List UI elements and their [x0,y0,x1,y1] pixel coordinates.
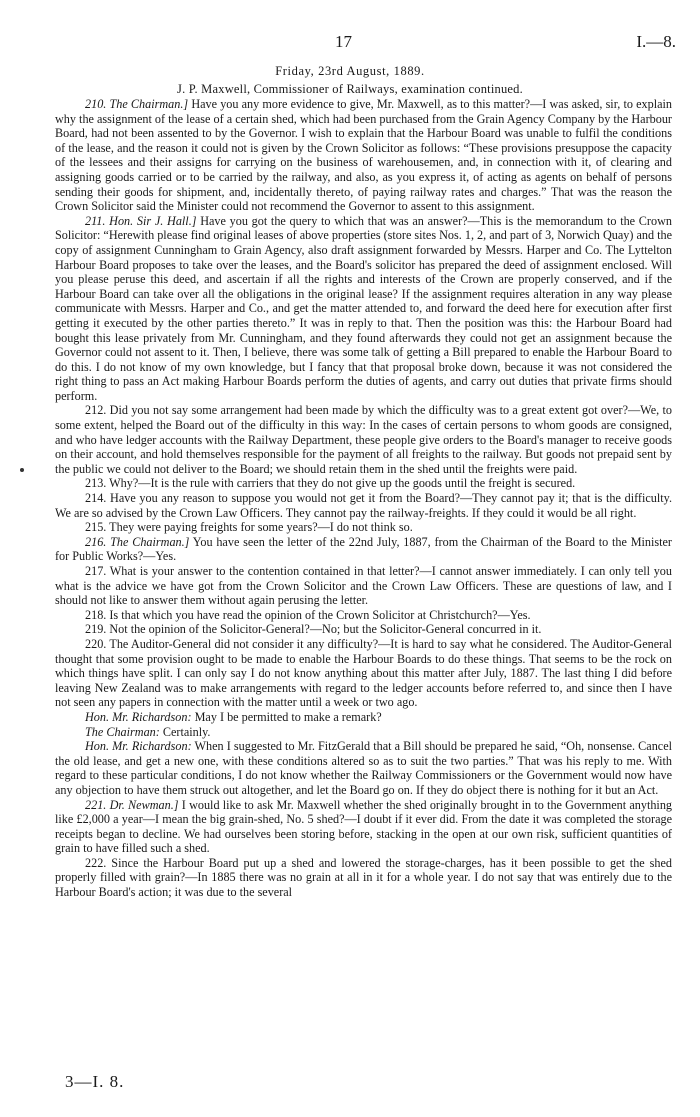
paragraph-text: Have you any more evidence to give, Mr. Maxwell, as to this matter?—I was asked, sir, to explain why the assignment of the lease of a certain shed, which had been purchased from the Grain Agency Company by the Harbour Board, had not been assented to by the Governor. I wish to explain that the Harbour Board was unable to fulfil the conditions of the lease, and the reason it could not is given by the Crown Solicitor as follows: “These provisions presuppose the capacity of the lessees and their assigns for carrying on the business of warehousemen, and, in connection with it, of clearing and assigning goods carried or to be carried by the railway, and also, as you express it, of acting as agents on behalf of persons sending their goods for shipment, and, incidentally thereto, of paying railway rates and charges.” That was the reason the Crown Solicitor said the Minister could not recommend the Governor to assent to this assignment. [55,97,672,214]
paragraph-text: Have you got the query to which that was an answer?—This is the memorandum to the Crown Solicitor: “Herewith please find original leases of above properties (store sites Nos. 1, 2, and part of 3, Norwich Quay) and the copy of assignment Cunningham to Grain Agency, also draft assignment forwarded by Messrs. Harper and Co. The Lyttelton Harbour Board proposes to take over the leases, and the Board's solicitor has prepared the deed of assignment enclosed. Will you please peruse this deed, and ascertain if all the rights and interests of the Crown are properly conserved, and if the Harbour Board can take over all the obligations in the original lease? If the assignment requires alteration in any way please communicate with Messrs. Harper and Co., and get the matter attended to, and forward the deed here for execution after first getting it executed by the other parties thereto.” It was in reply to that. Then the position was this: the Harbour Board had bought this lease privately from Mr. Cunningham, and they found afterwards they could not get an assignment because the Governor could not assent to it. Then, I believe, there was some talk of getting a Bill prepared to enable the Harbour Board to do this. I do not know of my own knowledge, but I fancy that that proposal broke down, because it was not considered the right thing to pass an Act making Harbour Boards perform the duties of agents, and carry out duties that private firms should perform. [55,213,672,403]
speaker: 216. The Chairman.] [85,534,190,549]
paragraph-text: When I suggested to Mr. FitzGerald that a Bill should be prepared he said, “Oh, nonsense. Cancel the old lease, and get a new one, with these conditions altered so as to suit the two parties.” That was his reply to me. With regard to these particular conditions, I do not know whether the Railway Commissioners or the Government would now have any objection to have them struck out altogether, and let the Board go on. If they do object there is nothing for it but an Act. [55,739,672,797]
document-body [55,97,672,900]
paragraph-214 [55,491,672,520]
document-reference: I.—8. [636,32,676,51]
speaker: The Chairman: [85,724,160,739]
paragraph-221 [55,798,672,856]
paragraph-213 [55,476,672,491]
paragraph-text: May I be permitted to make a remark? [191,709,382,724]
paragraph-remark-3 [55,739,672,797]
paragraph-text: 212. Did you not say some arrangement had been made by which the difficulty was to a great extent got over?—We, to some extent, helped the Board out of the difficulty in this way: In the cases of certain persons to whom goods are consigned, and who have ledger accounts with the Railway Department, these people give orders to the Board's manager to receive goods on their account, and hold themselves responsible for the payment of all freights to the railway. But goods not prepaid sent by the public we could not deliver to the Board; we should retain them in the shed until the freights were paid. [55,403,672,476]
paragraph-text: 217. What is your answer to the contention contained in that letter?—I cannot answer immediately. I can only tell you what is the advice we have got from the Crown Solicitor and the Crown Law Officers. These are questions of law, and I should not like to answer them without again perusing the letter. [55,564,672,608]
paragraph-text: You have seen the letter of the 22nd July, 1887, from the Chairman of the Board to the Minister for Public Works?—Yes. [55,534,672,564]
paragraph-text: 214. Have you any reason to suppose you would not get it from the Board?—They cannot pay it; that is the difficulty. We are so advised by the Crown Law Officers. They cannot pay the railway-freights. If they could it would be all right. [55,491,672,520]
paragraph-219 [55,622,672,637]
paragraph-text: I would like to ask Mr. Maxwell whether the shed originally brought in to the Government anything like £2,000 a year—I mean the big grain-shed, No. 5 shed?—I doubt if it ever did. From the date it was completed the storage receipts began to decline. We had ourselves been storing before, stacking in the open at our own risk, sufficient quantities of grain to have filled such a shed. [55,797,673,856]
paragraph-text: 219. Not the opinion of the Solicitor-General?—No; but the Solicitor-General concurred in it. [85,622,542,637]
paragraph-215 [55,520,672,535]
paragraph-211 [55,214,672,404]
page-number: 17 [335,32,352,51]
signature-mark: 3—I. 8. [65,1072,125,1091]
paragraph-218 [55,608,672,623]
paragraph-210 [55,97,672,214]
margin-mark [20,468,24,472]
paragraph-text: 218. Is that which you have read the opinion of the Crown Solicitor at Christchurch?—Yes. [85,607,531,622]
paragraph-text: Certainly. [159,724,211,739]
paragraph-text: 215. They were paying freights for some years?—I do not think so. [85,520,413,535]
speaker: 221. Dr. Newman.] [85,797,179,812]
paragraph-text: 220. The Auditor-General did not consider it any difficulty?—It is hard to say what he considered. The Auditor-General thought that some provision ought to be made to enable the Harbour Boards to do these things. That seems to be the rock on which things have split. I can only say I do not know anything about this matter after July, 1887. The last thing I did before leaving New Zealand was to make arrangements with regard to the ledger accounts before referred to, and since then I have not seen any papers in connection with the matter until a week or two ago. [55,636,672,710]
paragraph-222 [55,856,672,900]
paragraph-216 [55,535,672,564]
speaker: Hon. Mr. Richardson: [85,739,192,754]
paragraph-212 [55,403,672,476]
paragraph-217 [55,564,672,608]
speaker: Hon. Mr. Richardson: [85,709,192,724]
paragraph-text: 213. Why?—It is the rule with carriers that they do not give up the goods until the freight is secured. [85,476,576,491]
paragraph-remark-1 [55,710,672,725]
paragraph-text: 222. Since the Harbour Board put up a shed and lowered the storage-charges, has it been possible to get the shed properly filled with grain?—In 1885 there was no grain at all in it for a whole year. I do not say that was entirely due to the Harbour Board's action; it was due to the several [55,855,672,900]
paragraph-remark-2 [55,725,672,740]
witness-heading: J. P. Maxwell, Commissioner of Railways, examination continued. [177,82,523,96]
speaker: 211. Hon. Sir J. Hall.] [85,213,197,228]
paragraph-220 [55,637,672,710]
speaker: 210. The Chairman.] [85,97,189,111]
date-heading: Friday, 23rd August, 1889. [275,64,425,78]
